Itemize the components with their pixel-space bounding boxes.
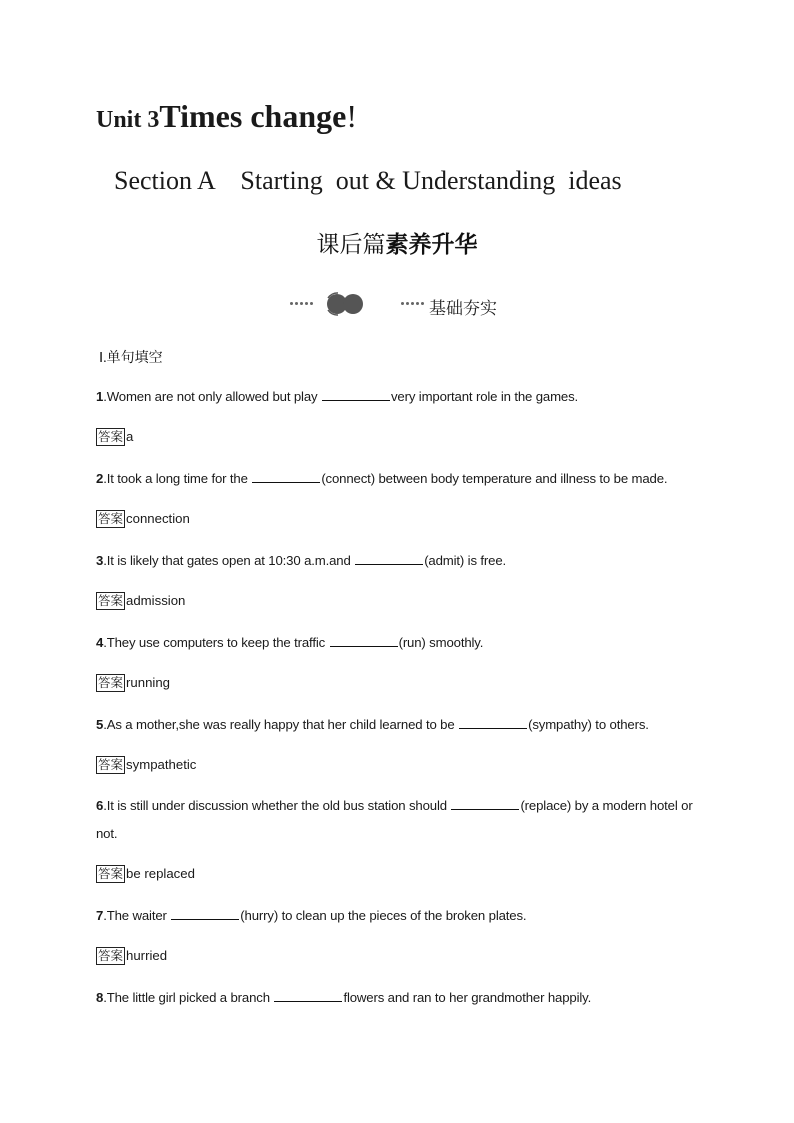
answer-blank [459, 717, 527, 729]
answer-blank [274, 990, 342, 1002]
unit-suffix: ! [346, 98, 357, 134]
unit-name: Times change [159, 98, 347, 134]
question-5: 5.As a mother,she was really happy that her child learned to be (sympathy) to others. [96, 717, 649, 732]
answer-blank [451, 798, 519, 810]
unit-prefix: Unit 3 [96, 107, 160, 133]
answer-blank [171, 908, 239, 920]
sub-title-bold: 素养升华 [385, 232, 478, 258]
answer-1: 答案 a [98, 429, 134, 444]
answer-3: 答案 admission [98, 593, 186, 608]
answer-label: 答案 [98, 511, 124, 526]
question-3: 3.It is likely that gates open at 10:30 a.m.and (admit) is free. [96, 553, 507, 568]
sub-title [0, 226, 794, 259]
answer-blank [355, 553, 423, 565]
answer-blank [322, 389, 390, 401]
answer-label: 答案 [98, 675, 124, 690]
answer-7: 答案 hurried [98, 948, 168, 963]
answer-label: 答案 [98, 429, 124, 444]
answer-blank [330, 635, 398, 647]
answer-5: 答案 sympathetic [98, 757, 197, 772]
dotted-line-right [401, 302, 426, 306]
part-heading [99, 347, 163, 367]
question-4: 4.They use computers to keep the traffic (run) smoothly. [96, 635, 484, 650]
answer-label: 答案 [98, 757, 124, 772]
unit-title [96, 98, 357, 135]
answer-2: 答案 connection [98, 511, 190, 526]
question-7: 7.The waiter (hurry) to clean up the pieces of the broken plates. [96, 908, 527, 923]
answer-label: 答案 [98, 866, 124, 881]
question-1: 1.Women are not only allowed but play very important role in the games. [96, 389, 579, 404]
badge-label: 基础夯实 [429, 299, 497, 319]
question-8: 8.The little girl picked a branch flowers and ran to her grandmother happily. [96, 990, 592, 1005]
answer-label: 答案 [98, 593, 124, 608]
answer-blank [252, 471, 320, 483]
section-badge [288, 290, 528, 318]
question-6-continuation: not. [96, 826, 118, 841]
question-2: 2.It took a long time for the (connect) between body temperature and illness to be made. [96, 471, 668, 486]
part-title: 单句填空 [106, 350, 163, 366]
part-number: Ⅰ. [99, 351, 107, 366]
answer-6: 答案 be replaced [98, 866, 195, 881]
double-circle-icon [324, 292, 368, 316]
sub-title-light: 课后篇 [316, 232, 386, 258]
question-6: 6.It is still under discussion whether the old bus station should (replace) by a modern hotel or [96, 798, 693, 813]
dotted-line-left [290, 302, 315, 306]
section-title: Section A Starting out & Understanding ideas [114, 166, 622, 195]
answer-label: 答案 [98, 948, 124, 963]
answer-4: 答案 running [98, 675, 171, 690]
